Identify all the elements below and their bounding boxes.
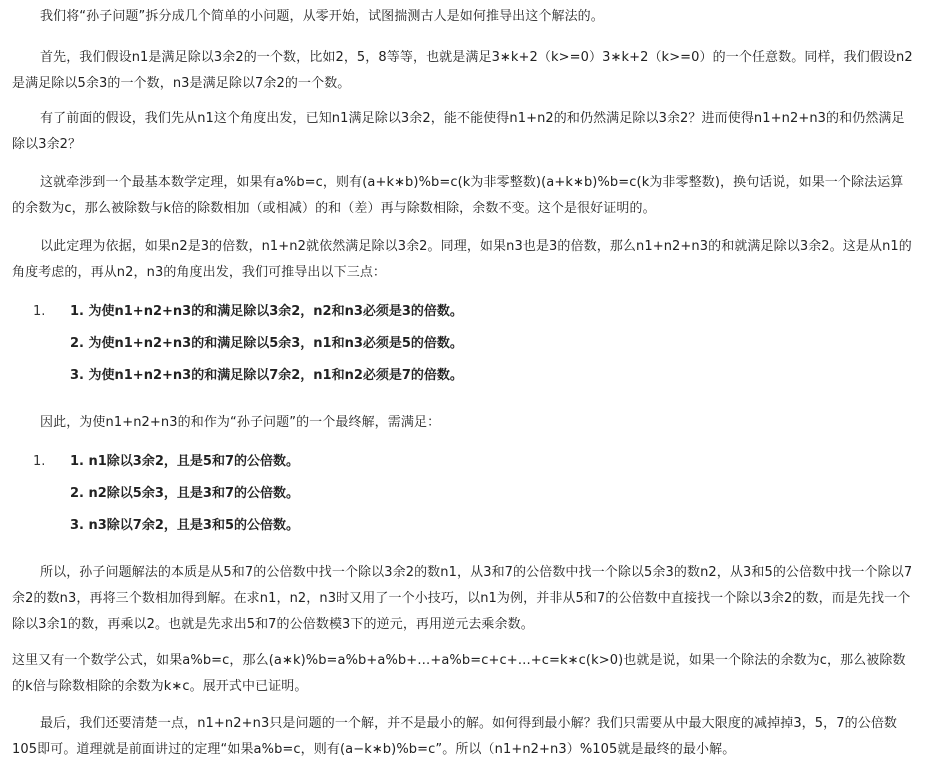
paragraph-intro: 我们将“孙子问题”拆分成几个简单的小问题，从零开始，试图揣测古人是如何推导出这个解法的。	[40, 9, 604, 24]
list-item	[0, 450, 927, 474]
list-item-text: 2. n2除以5余3，且是3和7的公倍数。	[70, 486, 299, 501]
list-item-text: 1. n1除以3余2，且是5和7的公倍数。	[70, 454, 299, 469]
list-item-text: 1. 为使n1+n2+n3的和满足除以3余2，n2和n3必须是3的倍数。	[70, 304, 463, 319]
list-marker: 1.	[33, 454, 46, 469]
list-item	[0, 300, 927, 324]
paragraph-minimum-solution: 最后，我们还要清楚一点，n1+n2+n3只是问题的一个解，并不是最小的解。如何得到最小解？我们只需要从中最大限度的减掉掉3，5，7的公倍数105即可。道理就是前面讲过的定理“如果a%b=c，则有(a−k∗b)%b=c”。所以（n1+n2+n3）%105就是最终的最小解。	[12, 716, 898, 757]
paragraph-formula: 这里又有一个数学公式，如果a%b=c，那么(a∗k)%b=a%b+a%b+…+a%b=c+c+…+c=k∗c(k>0)也就是说，如果一个除法的余数为c，那么被除数的k倍与除数相除的余数为k∗c。展开式中已证明。	[12, 653, 906, 694]
paragraph-essence: 所以，孙子问题解法的本质是从5和7的公倍数中找一个除以3余2的数n1，从3和7的公倍数中找一个除以5余3的数n2，从3和5的公倍数中找一个除以7余2的数n3，再将三个数相加得到解。在求n1，n2，n3时又用了一个小技巧，以n1为例，并非从5和7的公倍数中直接找一个除以3余2的数，而是先找一个除以3余1的数，再乘以2。也就是先求出5和7的公倍数模3下的逆元，再用逆元去乘余数。	[12, 565, 913, 632]
list-item	[0, 514, 927, 538]
paragraph-theorem: 这就牵涉到一个最基本数学定理，如果有a%b=c，则有(a+k∗b)%b=c(k为非零整数)(a+k∗b)%b=c(k为非零整数)，换句话说，如果一个除法运算的余数为c，那么被除数与k倍的除数相加（或相减）的和（差）再与除数相除，余数不变。这个是很好证明的。	[12, 175, 904, 216]
list-item	[0, 332, 927, 356]
list-item-text: 2. 为使n1+n2+n3的和满足除以5余3，n1和n3必须是5的倍数。	[70, 336, 463, 351]
paragraph-derivation: 以此定理为依据，如果n2是3的倍数，n1+n2就依然满足除以3余2。同理，如果n3也是3的倍数，那么n1+n2+n3的和就满足除以3余2。这是从n1的角度考虑的，再从n2，n3的角度出发，我们可推导出以下三点：	[12, 239, 912, 280]
list-item	[0, 364, 927, 388]
paragraph-conclusion-lead: 因此，为使n1+n2+n3的和作为“孙子问题”的一个最终解，需满足：	[40, 415, 441, 430]
paragraph-assumption: 首先，我们假设n1是满足除以3余2的一个数，比如2，5，8等等，也就是满足3∗k+2（k>=0）3∗k+2（k>=0）的一个任意数。同样，我们假设n2是满足除以5余3的一个数，n3是满足除以7余2的一个数。	[12, 50, 913, 91]
list-item-text: 3. 为使n1+n2+n3的和满足除以7余2，n1和n2必须是7的倍数。	[70, 368, 463, 383]
list-marker: 1.	[33, 304, 46, 319]
list-item	[0, 482, 927, 506]
paragraph-question: 有了前面的假设，我们先从n1这个角度出发，已知n1满足除以3余2，能不能使得n1+n2的和仍然满足除以3余2？进而使得n1+n2+n3的和仍然满足除以3余2？	[12, 111, 905, 152]
list-item-text: 3. n3除以7余2，且是3和5的公倍数。	[70, 518, 299, 533]
